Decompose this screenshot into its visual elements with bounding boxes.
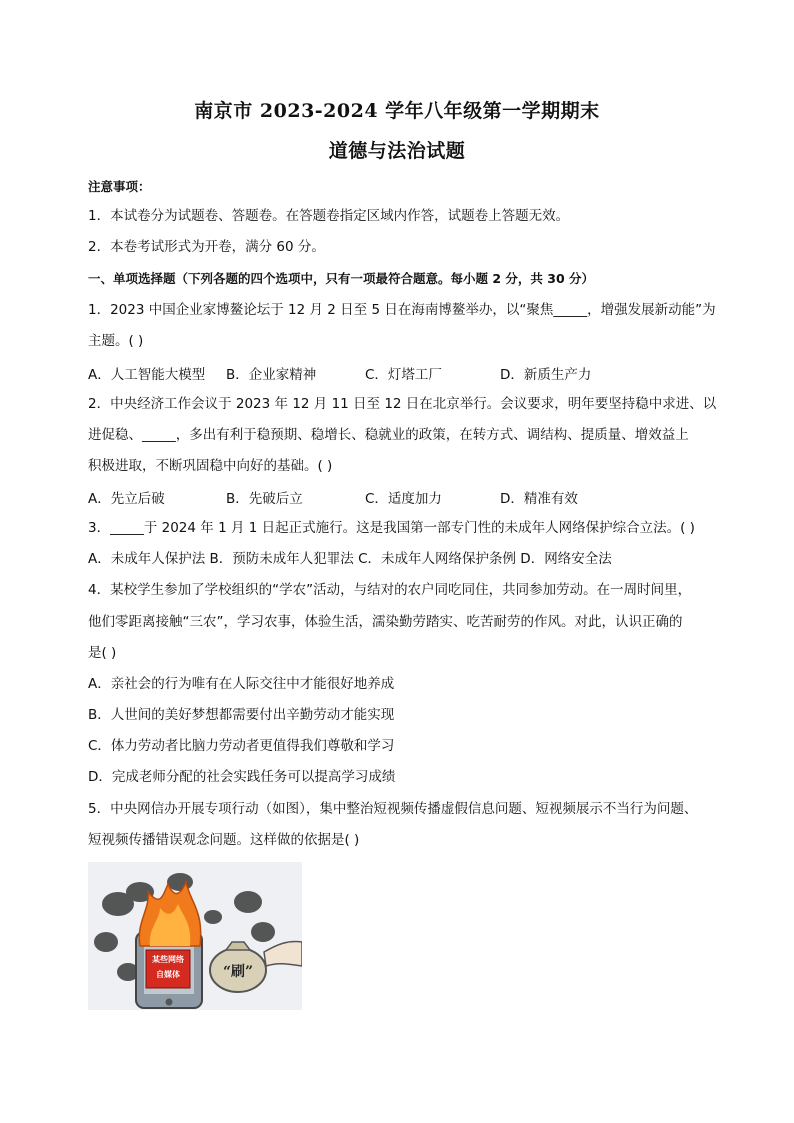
question-5-line-2: 短视频传播错误观念问题。这样做的依据是( )	[88, 832, 360, 848]
exam-subtitle: 道德与法治试题	[328, 140, 466, 162]
exam-title: 南京市 2023-2024 学年八年级第一学期期末	[194, 100, 600, 122]
notice-item-1: 1．本试卷分为试题卷、答题卷。在答题卷指定区域内作答，试题卷上答题无效。	[88, 208, 570, 224]
question-3-options: A．未成年人保护法 B．预防未成年人犯罪法 C．未成年人网络保护条例 D．网络安全法	[88, 551, 612, 567]
question-4-option-a: A．亲社会的行为唯有在人际交往中才能很好地养成	[88, 676, 395, 692]
question-4-line-1: 4．某校学生参加了学校组织的“学农”活动，与结对的农户同吃同住，共同参加劳动。在一周时间里，	[88, 582, 692, 598]
notice-heading: 注意事项：	[88, 179, 151, 194]
question-4-option-c: C．体力劳动者比脑力劳动者更值得我们尊敬和学习	[88, 738, 395, 754]
question-2-option-b: B．先破后立	[226, 491, 303, 507]
question-2-option-c: C．适度加力	[365, 491, 442, 507]
question-1-option-b: B．企业家精神	[226, 367, 317, 383]
question-4-line-2: 他们零距离接触“三农”，学习农事，体验生活，濡染勤劳踏实、吃苦耐劳的作风。对此，认识正确的	[88, 614, 683, 630]
question-1-option-d: D．新质生产力	[500, 367, 592, 383]
svg-text:自媒体: 自媒体	[156, 970, 180, 979]
question-1-line-1: 1．2023 中国企业家博鳌论坛于 12 月 2 日至 5 日在海南博鳌举办，以“聚焦_____，增强发展新动能”为	[88, 302, 716, 318]
question-2-line-1: 2．中央经济工作会议于 2023 年 12 月 11 日至 12 日在北京举行。会议要求，明年要坚持稳中求进、以	[88, 396, 717, 412]
question-2-line-2: 进促稳、_____，多出有利于稳预期、稳增长、稳就业的政策，在转方式、调结构、提质量、增效益上	[88, 427, 689, 443]
question-2-option-a: A．先立后破	[88, 491, 165, 507]
cartoon-illustration	[88, 862, 302, 1010]
section-heading: 一、单项选择题（下列各题的四个选项中，只有一项最符合题意。每小题 2 分，共 30 分）	[88, 271, 595, 286]
svg-text:某些网络: 某些网络	[152, 955, 184, 964]
question-4-line-3: 是( )	[88, 645, 117, 661]
question-5-line-1: 5．中央网信办开展专项行动（如图），集中整治短视频传播虚假信息问题、短视频展示不当行为问题、	[88, 801, 698, 817]
svg-text:“刷”: “刷”	[222, 964, 254, 980]
question-4-option-b: B．人世间的美好梦想都需要付出辛勤劳动才能实现	[88, 707, 395, 723]
cartoon-svg	[88, 862, 302, 1010]
question-4-option-d: D．完成老师分配的社会实践任务可以提高学习成绩	[88, 769, 396, 785]
question-1-option-a: A．人工智能大模型	[88, 367, 206, 383]
question-3-line-1: 3．_____于 2024 年 1 月 1 日起正式施行。这是我国第一部专门性的未成年人网络保护综合立法。( )	[88, 520, 695, 536]
question-2-line-3: 积极进取，不断巩固稳中向好的基础。( )	[88, 458, 333, 474]
question-2-option-d: D．精准有效	[500, 491, 578, 507]
question-1-option-c: C．灯塔工厂	[365, 367, 442, 383]
question-1-line-2: 主题。( )	[88, 333, 144, 349]
notice-item-2: 2．本卷考试形式为开卷，满分 60 分。	[88, 239, 325, 255]
